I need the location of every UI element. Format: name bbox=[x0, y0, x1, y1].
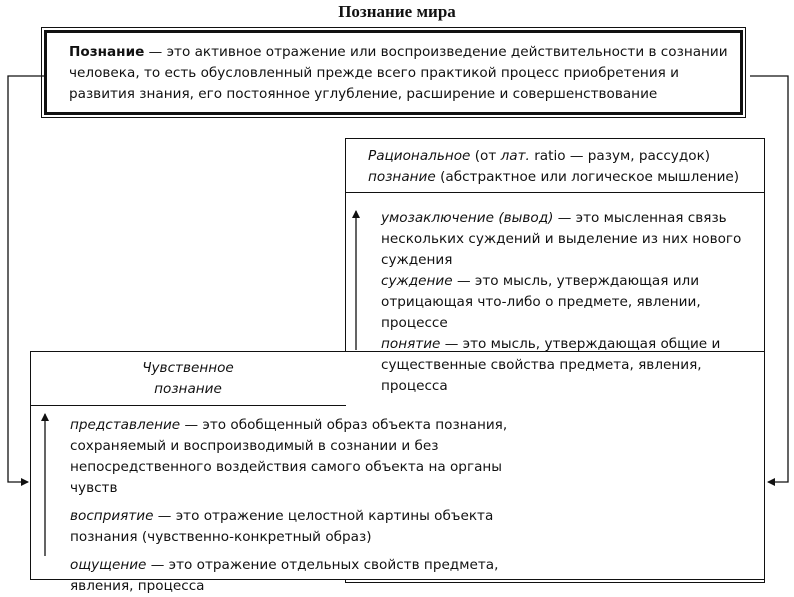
sensory-heading-line-1: Чувственное bbox=[142, 360, 234, 376]
item-term: восприятие bbox=[70, 508, 154, 524]
item-term: суждение bbox=[381, 273, 453, 289]
item-term: умозаключение (вывод) bbox=[381, 210, 554, 226]
item-text: — это отражение отдельных свойств предмета, явления, процесса bbox=[70, 557, 499, 594]
item-term: понятие bbox=[381, 336, 441, 352]
definition-term: Познание bbox=[69, 44, 145, 60]
left-connector-arrow bbox=[8, 76, 44, 482]
item-term: ощущение bbox=[70, 557, 147, 573]
page-title: Познание мира bbox=[338, 2, 456, 21]
rational-heading-abbr: лат. bbox=[500, 148, 530, 164]
sensory-heading-line-2: познание bbox=[154, 381, 222, 397]
item-text: — это отражение целостной картины объекта познания (чувственно-конкретный образ) bbox=[70, 508, 494, 545]
rational-heading-text-3: (абстрактное или логическое мышление) bbox=[435, 169, 740, 185]
rational-heading-text-2: ratio — разум, рассудок) bbox=[529, 148, 711, 164]
item-text: — это мысленная связь нескольких суждений и выделение из них нового суждения bbox=[381, 210, 742, 268]
item-text: — это мысль, утверждающая или отрицающая что-либо о предмете, явлении, процессе bbox=[381, 273, 701, 331]
item-text: — это обобщенный образ объекта познания, сохраняемый и воспроизводимый в сознании и без непосредственного воздействия самого объекта на органы чувств bbox=[70, 417, 508, 496]
rational-heading-term-2: познание bbox=[368, 169, 436, 185]
rational-heading-text-1: (от bbox=[470, 148, 501, 164]
rational-heading-term: Рациональное bbox=[368, 148, 471, 164]
right-connector-arrow bbox=[750, 76, 788, 482]
item-term: представление bbox=[70, 417, 181, 433]
definition-body: — это активное отражение или воспроизведение действительности в сознании человека, то есть обусловленный прежде всего практикой процесс приобретения и развития знания, его постоянное углубление, расширение и совершенствование bbox=[69, 44, 728, 102]
item-text: — это мысль, утверждающая общие и существенные свойства предмета, явления, процесса bbox=[381, 336, 721, 394]
